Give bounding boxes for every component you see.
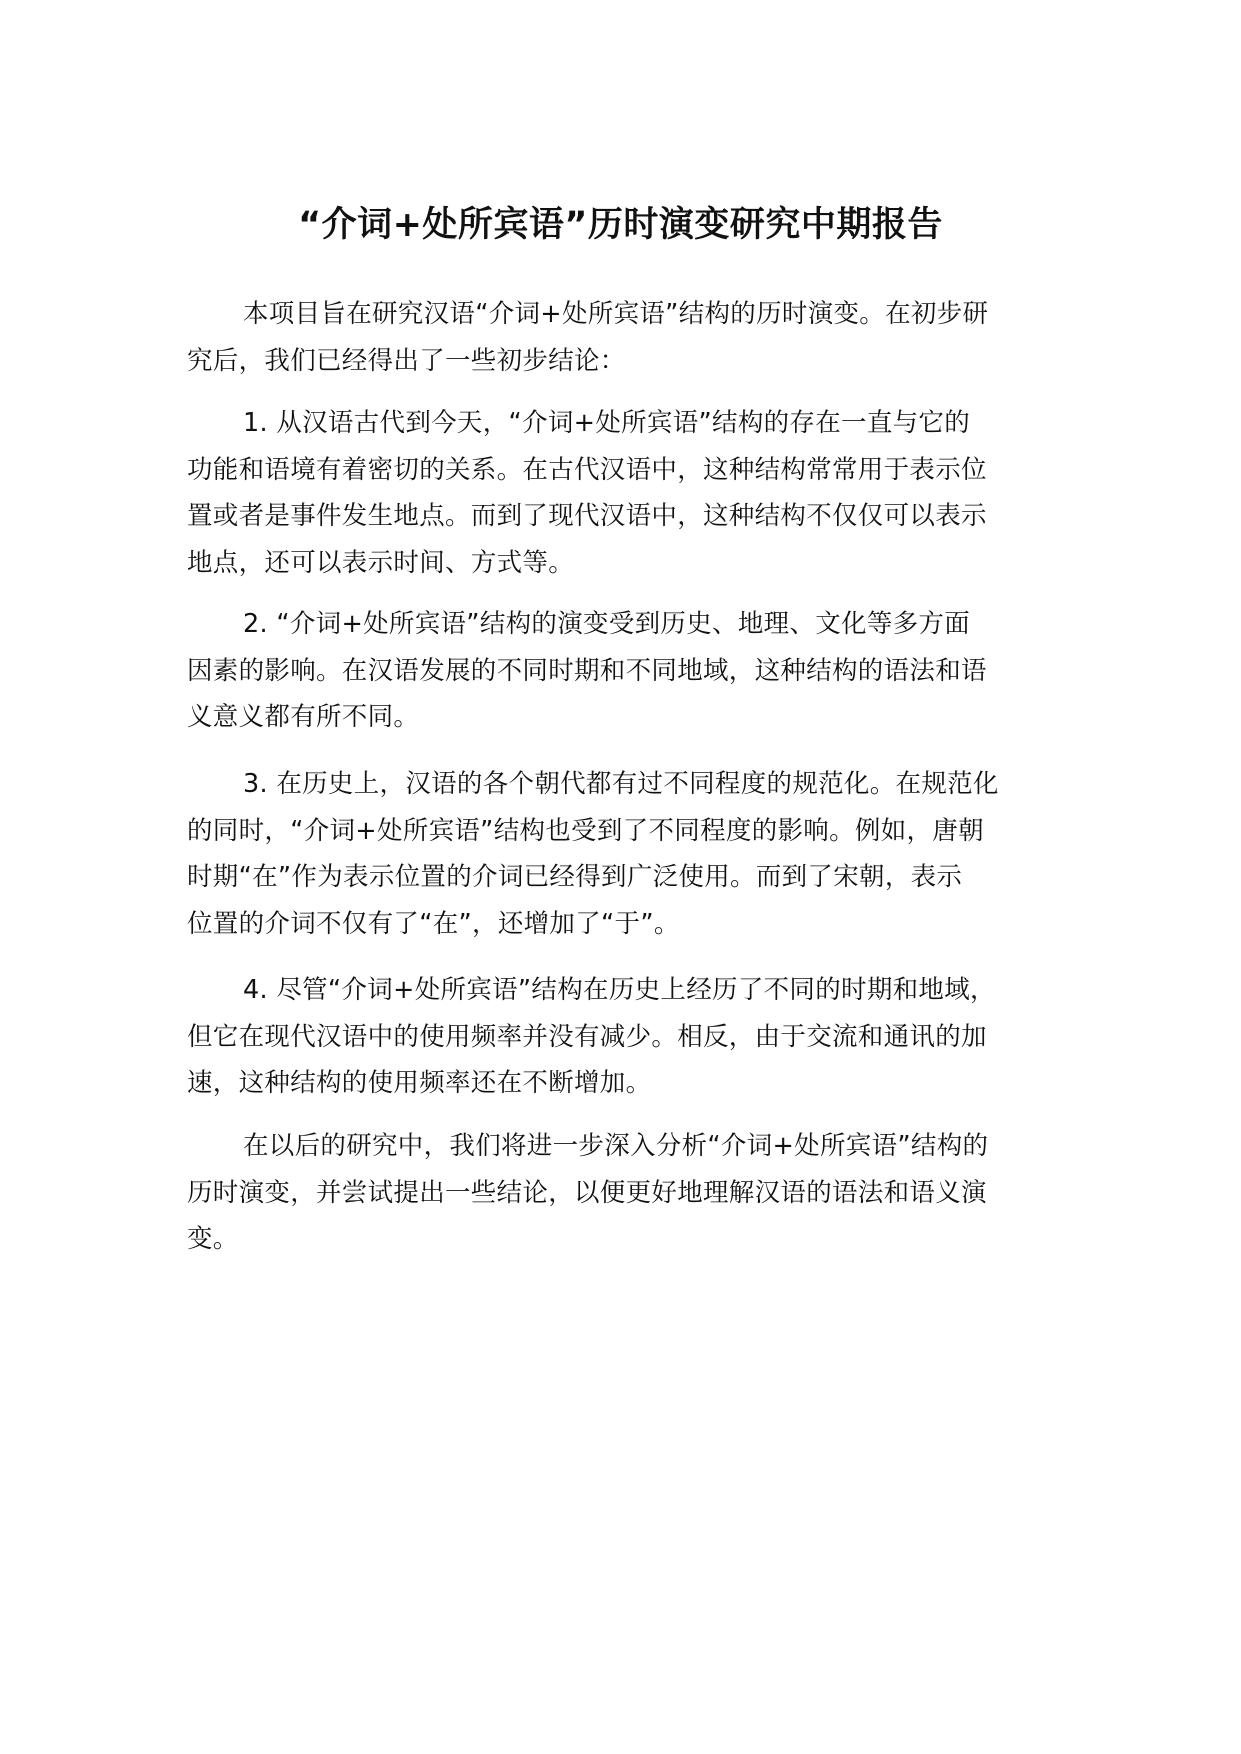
paragraph-line: 本项目旨在研究汉语“介词+处所宾语”结构的历时演变。在初步研 <box>243 299 989 329</box>
paragraph-line: 在以后的研究中，我们将进一步深入分析“介词+处所宾语”结构的 <box>243 1131 989 1161</box>
paragraph-line: 2. “介词+处所宾语”结构的演变受到历史、地理、文化等多方面 <box>243 609 971 639</box>
paragraph-line: 因素的影响。在汉语发展的不同时期和不同地域，这种结构的语法和语 <box>187 655 987 686</box>
page-title: “介词+处所宾语”历时演变研究中期报告 <box>298 205 943 246</box>
paragraph-line: 位置的介词不仅有了“在”，还增加了“于”。 <box>187 908 680 939</box>
paragraph-line: 3. 在历史上，汉语的各个朝代都有过不同程度的规范化。在规范化 <box>243 769 999 799</box>
paragraph-line: 4. 尽管“介词+处所宾语”结构在历史上经历了不同的时期和地域， <box>243 975 996 1005</box>
paragraph-line: 置或者是事件发生地点。而到了现代汉语中，这种结构不仅仅可以表示 <box>187 501 987 531</box>
paragraph-line: 地点，还可以表示时间、方式等。 <box>187 547 575 578</box>
paragraph-conclusion-1 <box>187 400 1087 586</box>
paragraph-conclusion-2 <box>187 601 1087 741</box>
paragraph-line: 的同时，“介词+处所宾语”结构也受到了不同程度的影响。例如，唐朝 <box>187 815 984 846</box>
paragraph-conclusion-4 <box>187 967 1087 1107</box>
paragraph-line: 功能和语境有着密切的关系。在古代汉语中，这种结构常常用于表示位 <box>187 454 987 485</box>
paragraph-line: 但它在现代汉语中的使用频率并没有减少。相反，由于交流和通讯的加 <box>187 1021 987 1052</box>
paragraph-line: 历时演变，并尝试提出一些结论，以便更好地理解汉语的语法和语义演 <box>187 1177 987 1208</box>
paragraph-outlook <box>187 1123 1087 1263</box>
paragraph-intro <box>187 291 1087 384</box>
paragraph-line: 速，这种结构的使用频率还在不断增加。 <box>187 1068 652 1098</box>
paragraph-line: 变。 <box>187 1224 239 1254</box>
paragraph-line: 究后，我们已经得出了一些初步结论： <box>187 345 626 376</box>
paragraph-line: 1. 从汉语古代到今天，“介词+处所宾语”结构的存在一直与它的 <box>243 408 971 438</box>
paragraph-line: 义意义都有所不同。 <box>187 702 420 732</box>
paragraph-conclusion-3 <box>187 761 1087 947</box>
paragraph-line: 时期“在”作为表示位置的介词已经得到广泛使用。而到了宋朝，表示 <box>187 862 963 892</box>
